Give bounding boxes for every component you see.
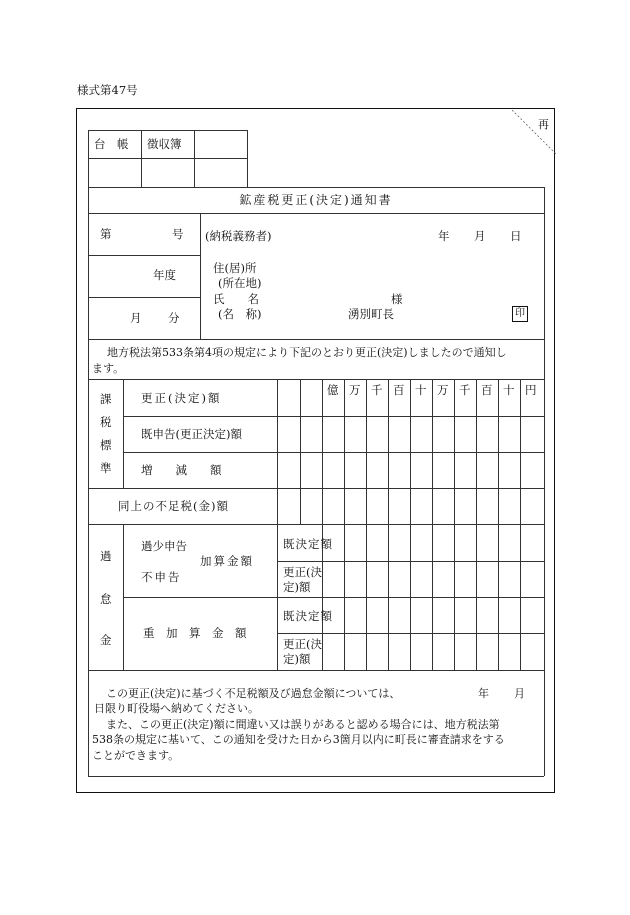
notice-text-line-2: ます。 [92,362,125,375]
tax-base-side-char-3: 標 [100,438,112,452]
form-number: 様式第47号 [77,83,138,97]
footer-year-label: 年 [478,687,489,700]
digit-unit-oku: 億 [327,383,339,397]
date-day-label: 日 [510,229,522,243]
fiscal-year-label: 年度 [153,268,176,282]
footer-line-4: 538条の規定に基いて、この通知を受けた日から3箇月以内に町長に審査請求をする [92,733,505,746]
number-go-label: 号 [172,227,184,241]
name-label: 氏 名 [213,292,259,306]
document-title: 鉱産税更正(決定)通知書 [239,193,393,207]
corner-mark: 再 [538,118,549,131]
row-prior-filed-amount-label: 既申告(更正決定)額 [141,427,242,441]
ledger-daicho-label: 台 帳 [94,137,129,151]
period-label: 分 [168,311,180,325]
row-difference-label: 増 減 額 [141,463,222,477]
non-filing-label: 不申告 [141,570,182,584]
number-dai-label: 第 [100,227,112,241]
digit-unit-hyaku-2: 百 [481,383,493,397]
revised-label-1a: 更正(決 [283,565,322,579]
corner-diagonal-line [512,110,556,154]
penalty-side-char-3: 金 [100,633,112,647]
digit-unit-hyaku: 百 [393,383,405,397]
taxpayer-label: (納税義務者) [205,229,272,243]
row-revised-amount-label: 更正(決定)額 [141,391,222,405]
issuer-mayor: 湧別町長 [348,307,394,321]
shortage-tax-label: 同上の不足税(金)額 [118,499,229,513]
seal-mark: 印 [512,306,528,322]
footer-line-5: ことができます。 [92,749,180,762]
digit-unit-yen: 円 [525,383,537,397]
digit-unit-juu: 十 [415,383,427,397]
footer-line-2: 日限り町役場へ納めてください。 [94,702,259,715]
footer-line-3: また、この更正(決定)額に間違い又は誤りがあると認める場合には、地方税法第 [106,718,500,731]
digit-unit-man: 万 [349,383,361,397]
already-decided-label-1: 既決定額 [283,537,333,551]
corporate-name-label: (名 称) [218,307,262,321]
ledger-choshubo-label: 徴収簿 [147,137,182,151]
revised-label-2a: 更正(決 [283,637,322,651]
tax-base-side-char-2: 税 [100,415,112,429]
sama-label: 様 [391,292,403,306]
underreport-label: 過少申告 [141,539,187,553]
address-label: 住(居)所 [213,261,257,275]
footer-line-1: この更正(決定)に基づく不足税額及び過怠金額については、 [106,687,401,700]
footer-month-label: 月 [514,687,525,700]
additional-amount-label: 加算金額 [200,554,254,568]
digit-unit-man-2: 万 [437,383,449,397]
tax-base-side-char-4: 準 [100,461,112,475]
month-label: 月 [130,311,142,325]
digit-unit-juu-2: 十 [503,383,515,397]
date-year-label: 年 [438,229,450,243]
revised-label-2b: 定)額 [283,652,311,666]
already-decided-label-2: 既決定額 [283,609,333,623]
tax-base-side-char-1: 課 [100,392,112,406]
notice-text-line-1: 地方税法第533条第4項の規定により下記のとおり更正(決定)しましたので通知し [107,346,507,359]
digit-unit-sen: 千 [371,383,383,397]
penalty-side-char-1: 過 [100,549,112,563]
penalty-side-char-2: 怠 [100,592,112,606]
revised-label-1b: 定)額 [283,580,311,594]
date-month-label: 月 [474,229,486,243]
heavy-additional-amount-label: 重 加 算 金 額 [143,626,247,640]
location-label: (所在地) [218,276,262,290]
digit-unit-sen-2: 千 [459,383,471,397]
